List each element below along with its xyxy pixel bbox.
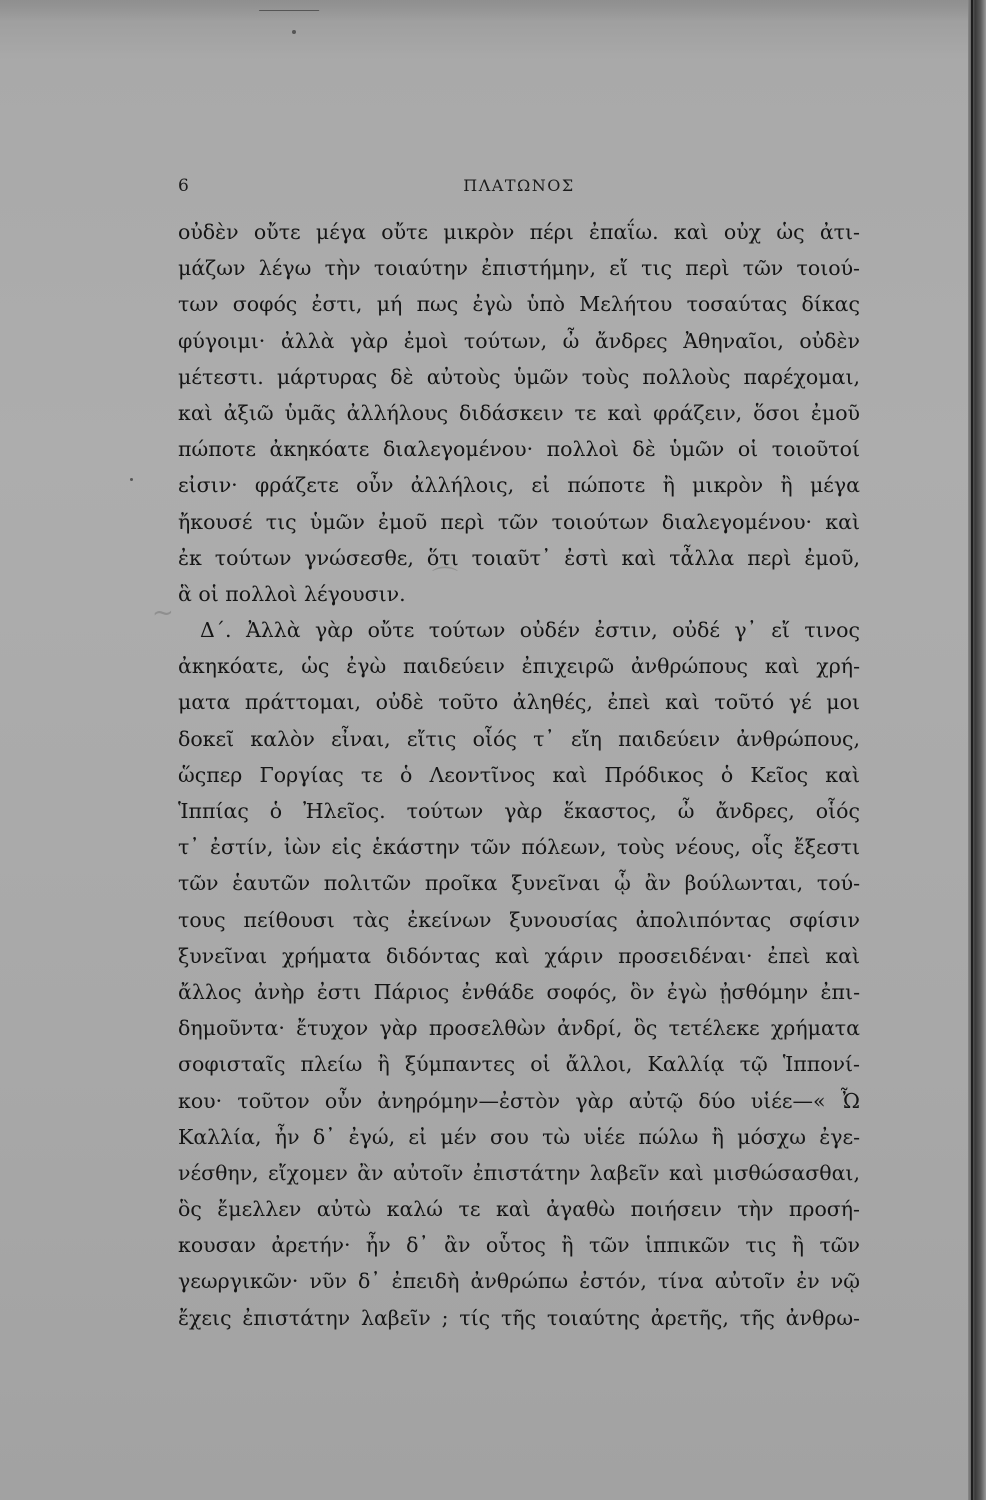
page-top-shadow: [0, 0, 986, 20]
text-line: των σοφός ἐστι, μή πως ἐγὼ ὑπὸ Μελήτου τοσαύτας δίκας: [178, 292, 860, 317]
text-line: Καλλία, ἦν δ᾽ ἐγώ, εἰ μέν σου τὼ υἱέε πώλω ἢ μόσχω ἐγε-: [178, 1124, 860, 1149]
text-line: φύγοιμι· ἀλλὰ γὰρ ἐμοὶ τούτων, ὦ ἄνδρες Ἀθηναῖοι, οὐδὲν: [178, 328, 860, 353]
text-line: Ἱππίας ὁ Ἠλεῖος. τούτων γὰρ ἕκαστος, ὦ ἄνδρες, οἷός: [178, 799, 860, 823]
pencil-mark: ⌒: [432, 566, 459, 596]
torn-corner: [259, 0, 325, 11]
pencil-mark: ~: [152, 598, 174, 628]
text-line: κου· τοῦτον οὖν ἀνηρόμην—ἐστὸν γὰρ αὐτῷ δύο υἱέε—« Ὦ: [178, 1088, 860, 1113]
text-line: εἰσιν· φράζετε οὖν ἀλλήλοις, εἰ πώποτε ἢ μικρὸν ἢ μέγα: [178, 473, 860, 498]
text-line: ἃ οἱ πολλοὶ λέγουσιν.: [178, 581, 406, 606]
binding-line: [971, 0, 973, 1500]
text-line: ξυνεῖναι χρήματα διδόντας καὶ χάριν προσειδέναι· ἐπεὶ καὶ: [178, 943, 860, 968]
text-line: κουσαν ἀρετήν· ἦν δ᾽ ἂν οὗτος ἢ τῶν ἱππικῶν τις ἢ τῶν: [178, 1233, 860, 1258]
text-line: ἤκουσέ τις ὑμῶν ἐμοῦ περὶ τῶν τοιούτων διαλεγομένου· καὶ: [178, 509, 860, 534]
text-line: ἐκ τούτων γνώσεσθε, ὅτι τοιαῦτ᾽ ἐστὶ καὶ τἆλλα περὶ ἐμοῦ,: [178, 545, 860, 570]
text-line: ἀκηκόατε, ὡς ἐγὼ παιδεύειν ἐπιχειρῶ ἀνθρώπους καὶ χρή-: [178, 654, 860, 679]
text-line: καὶ ἀξιῶ ὑμᾶς ἀλλήλους διδάσκειν τε καὶ φράζειν, ὅσοι ἐμοῦ: [178, 400, 860, 425]
text-line: δοκεῖ καλὸν εἶναι, εἴτις οἷός τ᾽ εἴη παιδεύειν ἀνθρώπους,: [178, 726, 860, 751]
text-line: οὐδὲν οὔτε μέγα οὔτε μικρὸν πέρι ἐπαΐω. καὶ οὐχ ὡς ἀτι-: [178, 220, 860, 244]
text-line: τ᾽ ἐστίν, ἰὼν εἰς ἑκάστην τῶν πόλεων, τοὺς νέους, οἷς ἔξεστι: [178, 835, 860, 860]
text-line: ἄλλος ἀνὴρ ἐστι Πάριος ἐνθάδε σοφός, ὃν ἐγὼ ᾐσθόμην ἐπι-: [178, 979, 860, 1004]
text-line: μάζων λέγω τὴν τοιαύτην ἐπιστήμην, εἴ τις περὶ τῶν τοιού-: [178, 256, 860, 281]
text-line: δημοῦντα· ἔτυχον γὰρ προσελθὼν ἀνδρί, ὃς τετέλεκε χρήματα: [178, 1016, 860, 1041]
text-line: ὃς ἔμελλεν αὐτὼ καλώ τε καὶ ἀγαθὼ ποιήσειν τὴν προσή-: [178, 1197, 860, 1222]
text-line: τους πείθουσι τὰς ἐκείνων ξυνουσίας ἀπολιπόντας σφίσιν: [178, 907, 860, 932]
ink-speck: [292, 30, 296, 34]
page-number: 6: [178, 176, 189, 196]
running-title: ΠΛΑΤΩΝΟΣ: [463, 176, 575, 195]
text-line: ὥςπερ Γοργίας τε ὁ Λεοντῖνος καὶ Πρόδικος ὁ Κεῖος καὶ: [178, 762, 860, 787]
text-line: νέσθην, εἴχομεν ἂν αὐτοῖν ἐπιστάτην λαβεῖν καὶ μισθώσασθαι,: [178, 1160, 860, 1185]
body-text: [178, 214, 860, 1336]
text-line: μέτεστι. μάρτυρας δὲ αὐτοὺς ὑμῶν τοὺς πολλοὺς παρέχομαι,: [178, 364, 860, 389]
text-line: σοφισταῖς πλείω ἢ ξύμπαντες οἱ ἄλλοι, Καλλίᾳ τῷ Ἱππονί-: [178, 1052, 860, 1077]
text-line: ματα πράττομαι, οὐδὲ τοῦτο ἀληθές, ἐπεὶ καὶ τοῦτό γέ μοι: [178, 690, 860, 715]
text-line: πώποτε ἀκηκόατε διαλεγομένου· πολλοὶ δὲ ὑμῶν οἱ τοιοῦτοί: [178, 437, 860, 462]
text-line: ἔχεις ἐπιστάτην λαβεῖν ; τίς τῆς τοιαύτης ἀρετῆς, τῆς ἀνθρω-: [178, 1305, 860, 1330]
ink-speck: [130, 478, 133, 481]
section-start-line: Δ΄. Ἀλλὰ γὰρ οὔτε τούτων οὐδέν ἐστιν, οὐδέ γ᾽ εἴ τινος: [200, 618, 860, 643]
text-line: γεωργικῶν· νῦν δ᾽ ἐπειδὴ ἀνθρώπω ἐστόν, τίνα αὐτοῖν ἐν νῷ: [178, 1269, 860, 1294]
text-line: τῶν ἑαυτῶν πολιτῶν προῖκα ξυνεῖναι ᾧ ἂν βούλωνται, τού-: [178, 871, 860, 896]
